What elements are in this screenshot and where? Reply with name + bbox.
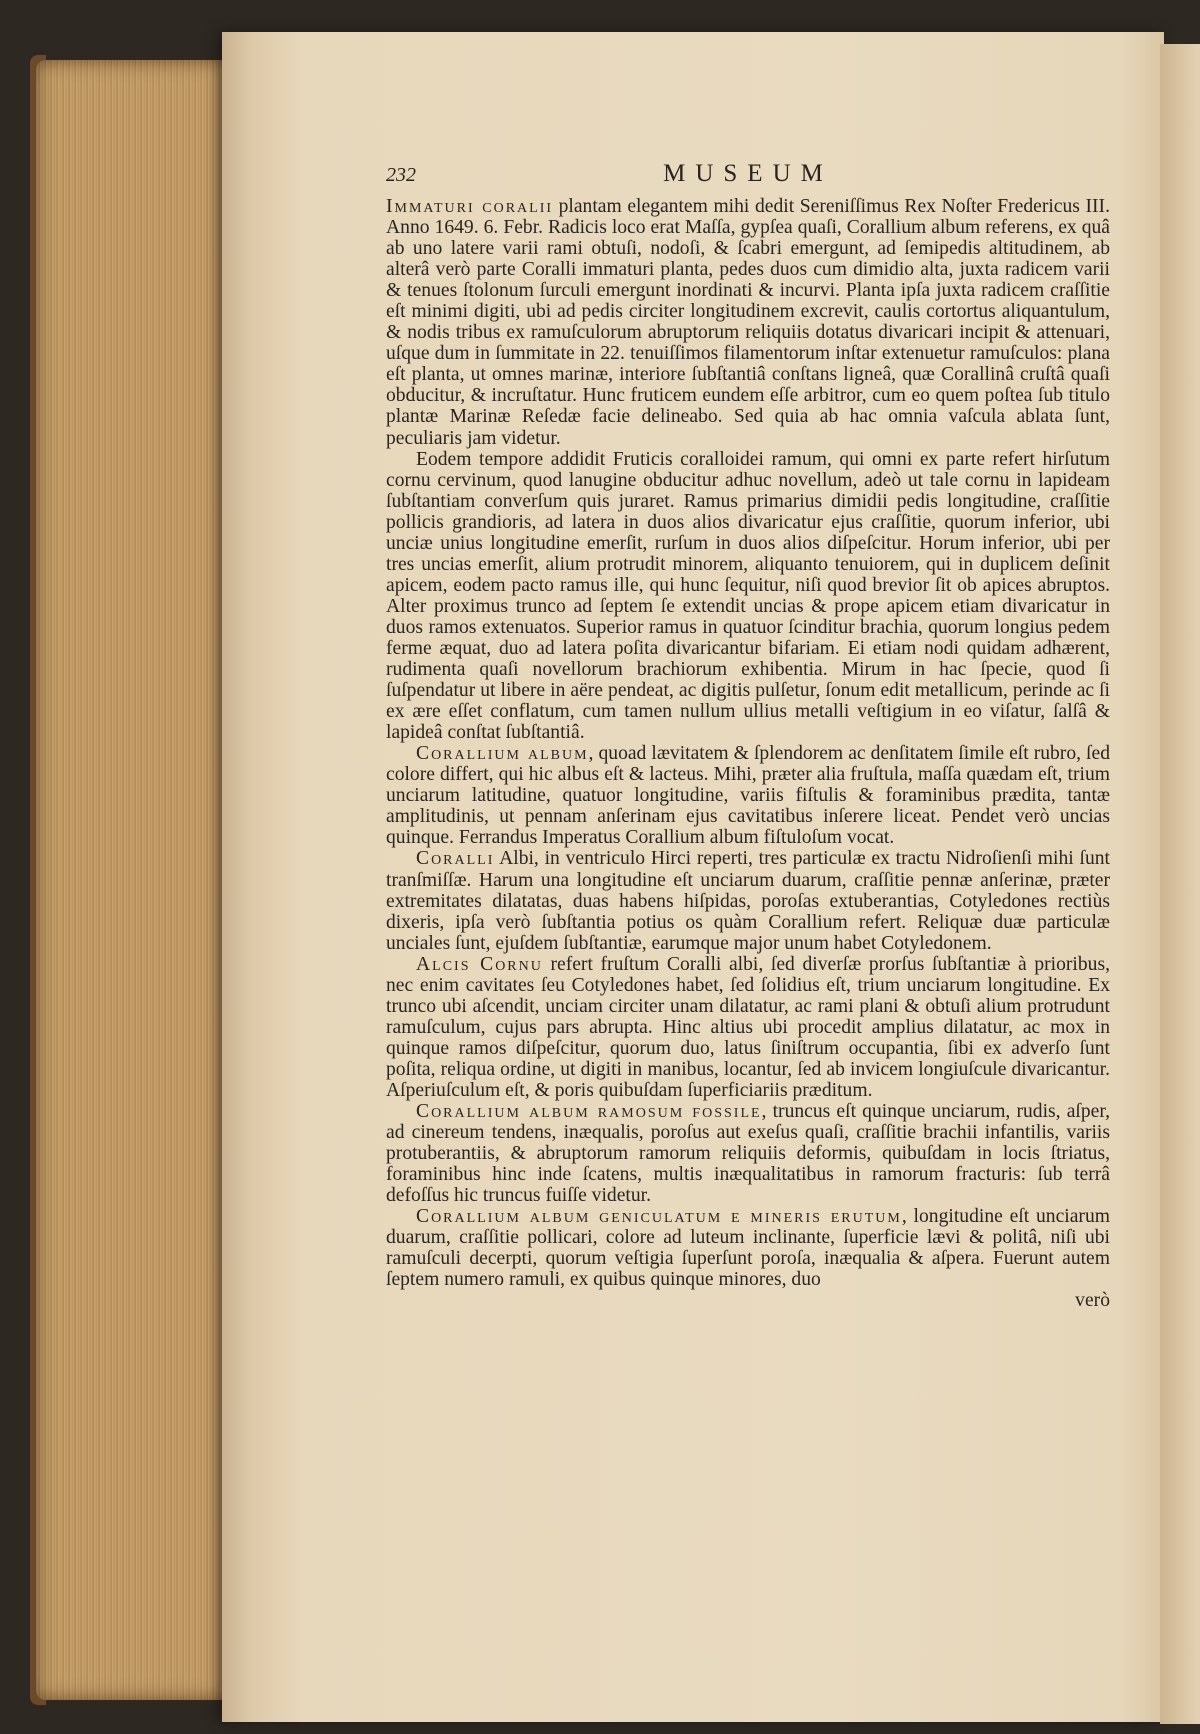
paragraph xyxy=(386,1206,1110,1290)
paragraph xyxy=(386,449,1110,744)
paragraph xyxy=(386,1101,1110,1206)
paragraph-text: , truncus eſt quinque unciarum, rudis, aſper, ad cinereum tendens, inæqualis, poroſus aut exeſus quaſi, craſſitie brachii infantilis, variis protuberantiis, & abruptorum ramorum reliquiis deformis, quibuſdam in locis ſtriatus, foraminibus hinc inde ſcatens, multis inæqualitatibus in ramorum fracturis: ſub terrâ defoſſus hic truncus fuiſſe videtur. xyxy=(386,1101,1110,1207)
paragraph xyxy=(386,743,1110,848)
paragraph xyxy=(386,954,1110,1101)
page-number: 232 xyxy=(386,164,416,186)
paragraph-text: , quoad lævitatem & ſplendorem ac denſitatem ſimile eſt rubro, ſed colore differt, qui hic albus eſt & lacteus. Mihi, præter alia fruſtula, maſſa quædam eſt, trium unciarum latitudine, quatuor longitudine, variis fiſtulis & foraminibus prædita, tantæ amplitudinis, ut pennam anſerinam ejus cavitatibus inſerere liceat. Pendet verò uncias quinque. Ferrandus Imperatus Corallium album fiſtuloſum vocat. xyxy=(386,743,1110,849)
paragraph-text: Eodem tempore addidit Fruticis coralloidei ramum, qui omni ex parte refert hirſutum cornu cervinum, quod lanugine obducitur adhuc novellum, adeò ut tale cornu in lapideam ſubſtantiam converſum quis juraret. Ramus primarius dimidii pedis longitudine, craſſitie pollicis grandioris, ad latera in duos alios divaricatur ejus craſſitie, quorum inferior, ubi unciæ unius longitudine emerſit, rurſum in duos alios diſpeſcitur. Horum inferior, ubi per tres uncias emerſit, alium protrudit minorem, aliquanto tenuiorem, qui in duplicem deſinit apicem, eodem pacto ramus ille, qui hunc ſequitur, niſi quod brevior ſit ob apices abruptos. Alter proximus trunco ad ſeptem ſe extendit uncias & prope apicem etiam divaricatur in duos ramos extenuatos. Superior ramus in quatuor ſcinditur brachia, quorum longius pedem ferme æquat, duo ad latera poſita divaricantur bifariam. Ei etiam nodi quidam adhærent, rudimenta quaſi novellorum brachiorum exhibentia. Mirum in hac ſpecie, quod ſi ſuſpendatur ut libere in aëre pendeat, ac digitis pulſetur, ſonum edit metallicum, perinde ac ſi ex ære eſſet conflatum, cum tamen nullum ullius metalli veſtigium in eo viſatur, ſalſâ & lapideâ conſtat ſubſtantiâ. xyxy=(386,448,1110,744)
catchword: verò xyxy=(1075,1290,1110,1312)
paragraph-text: Albi, in ventriculo Hirci reperti, tres particulæ ex tractu Nidroſienſi mihi ſunt tranſmiſſæ. Harum una longitudine eſt unciarum duarum, craſſitie pennæ anſerinæ, præter extremitates dilatatas, duas habens hiſpidas, poroſas extuberantias, Cotyledones rectiùs dixeris, ipſa verò ſubſtantia potius os quàm Corallium refert. Reliquæ duæ particulæ unciales ſunt, ejuſdem ſubſtantiæ, earumque major unum habet Cotyledonem. xyxy=(386,848,1110,954)
paragraph-lead: Alcis Cornu xyxy=(416,953,543,975)
body-text xyxy=(386,196,1110,1311)
paragraph-lead: Corallium album ramosum fossile xyxy=(416,1101,762,1123)
page-header xyxy=(386,160,1110,186)
paragraph xyxy=(386,848,1110,953)
page-block-edges xyxy=(36,60,226,1700)
paragraph-text: refert fruſtum Coralli albi, ſed diverſæ prorſus ſubſtantiæ à prioribus, nec enim cavitates ſeu Cotyledones habet, ſed ſolidius eſt, trium unciarum longitudine. Ex trunco ubi aſcendit, unciam circiter unam dilatatur, ac rami plani & obtuſi alium protrudunt ramuſculum, cujus pars abrupta. Hinc altius ubi procedit amplius dilatatur, ac mox in quinque ramos diſpeſcitur, quorum duo, latus ſiniſtrum occupantia, ſibi ex adverſo ſunt poſita, reliqua ordine, ut digiti in manibus, locantur, ſed ab invicem longiuſcule divaricantur. Aſperiuſculum eſt, & poris quibuſdam ſuperficiariis præditum. xyxy=(386,953,1110,1101)
running-title: MUSEUM xyxy=(663,160,833,187)
paragraph-text: , longitudine eſt unciarum duarum, craſſitie pollicari, colore ad luteum inclinante, ſuperficie lævi & politâ, niſi ubi ramuſculi decerpti, quorum veſtigia ſuperſunt poroſa, inæqualia & aſpera. Fuerunt autem ſeptem numero ramuli, ex quibus quinque minores, duo xyxy=(386,1206,1110,1291)
paragraph-lead: Immaturi coralii xyxy=(386,196,554,217)
catchword-line xyxy=(386,1290,1110,1311)
paragraph-lead: Corallium album xyxy=(416,743,589,765)
paragraph-text: plantam elegantem mihi dedit Sereniſſimus Rex Noſter Fredericus III. Anno 1649. 6. Febr. Radicis loco erat Maſſa, gypſea quaſi, Corallium album referens, ex quâ ab uno latere varii rami obtuſi, nodoſi, & ſcabri emergunt, ad ſemipedis altitudinem, ab alterâ verò parte Coralli immaturi planta, pedes duos cum dimidio alta, juxta radicem varii & tenues ſtolonum ſurculi emergunt inordinati & incurvi. Planta ipſa juxta radicem craſſitie eſt minimi digiti, ubi ad pedis circiter longitudinem excrevit, caulis cortortus aliquantulum, & nodis tribus ex ramuſculorum abruptorum reliquiis dotatus divaricari incipit & attenuari, uſque dum in ſummitate in 22. tenuiſſimos filamentorum inſtar extenuetur ramuſculos: plana eſt planta, ut omnes marinæ, interiore ſubſtantiâ conſtans ligneâ, quæ Corallinâ cruſtâ quaſi obducitur, & incruſtatur. Hunc fruticem eundem eſſe arbitror, cum eo quem poſtea ſub titulo plantæ Marinæ Reſedæ facie delineabo. Sed quia ab hac omnia vaſcula ablata ſunt, peculiaris jam videtur. xyxy=(386,196,1110,449)
paragraph xyxy=(386,196,1110,449)
paragraph-lead: Coralli xyxy=(416,848,495,870)
paragraph-lead: Corallium album geniculatum e mineris erutum xyxy=(416,1206,902,1228)
facing-page-edge xyxy=(1160,44,1200,1724)
